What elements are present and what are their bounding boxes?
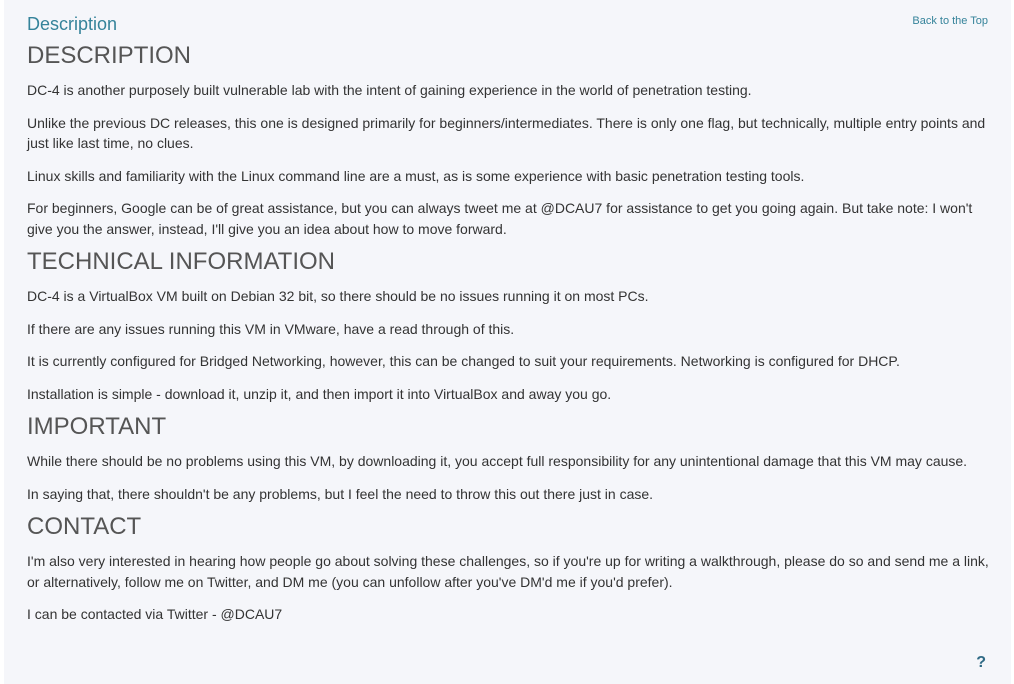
description-content xyxy=(27,40,993,625)
paragraph: For beginners, Google can be of great assistance, but you can always tweet me at @DCAU7 for assistance to get you going again. But take note: I won't give you the answer, instead, I'll give you an idea about how to move forward. xyxy=(27,200,973,237)
heading-important: IMPORTANT xyxy=(27,413,167,440)
heading-contact: CONTACT xyxy=(27,513,142,540)
section-title: Description xyxy=(27,14,118,34)
paragraph: In saying that, there shouldn't be any problems, but I feel the need to throw this out there just in case. xyxy=(27,485,654,502)
paragraph: I'm also very interested in hearing how people go about solving these challenges, so if you're up for writing a walkthrough, please do so and send me a link, or alternatively, follow me on Twitter, and DM me (you can unfollow after you've DM'd me if you'd prefer). xyxy=(27,553,989,590)
paragraph: DC-4 is a VirtualBox VM built on Debian 32 bit, so there should be no issues running it on most PCs. xyxy=(27,288,649,304)
help-question-icon[interactable]: ? xyxy=(976,654,986,671)
heading-technical-information: TECHNICAL INFORMATION xyxy=(27,248,336,275)
description-panel xyxy=(4,0,1011,684)
paragraph: While there should be no problems using this VM, by downloading it, you accept full responsibility for any unintentional damage that this VM may cause. xyxy=(27,453,968,469)
back-to-top-link[interactable]: Back to the Top xyxy=(912,15,988,27)
paragraph: It is currently configured for Bridged Networking, however, this can be changed to suit your requirements. Networking is configured for DHCP. xyxy=(27,353,900,369)
paragraph: Installation is simple - download it, unzip it, and then import it into VirtualBox and away you go. xyxy=(27,385,612,402)
paragraph: Linux skills and familiarity with the Linux command line are a must, as is some experience with basic penetration testing tools. xyxy=(27,167,805,184)
paragraph: Unlike the previous DC releases, this one is designed primarily for beginners/intermediates. There is only one flag, but technically, multiple entry points and just like last time, no clues. xyxy=(27,114,986,151)
paragraph: If there are any issues running this VM in VMware, have a read through of this. xyxy=(27,320,515,337)
paragraph: I can be contacted via Twitter - @DCAU7 xyxy=(27,606,283,622)
heading-description: DESCRIPTION xyxy=(27,42,192,69)
paragraph: DC-4 is another purposely built vulnerable lab with the intent of gaining experience in the world of penetration testing. xyxy=(27,82,752,98)
